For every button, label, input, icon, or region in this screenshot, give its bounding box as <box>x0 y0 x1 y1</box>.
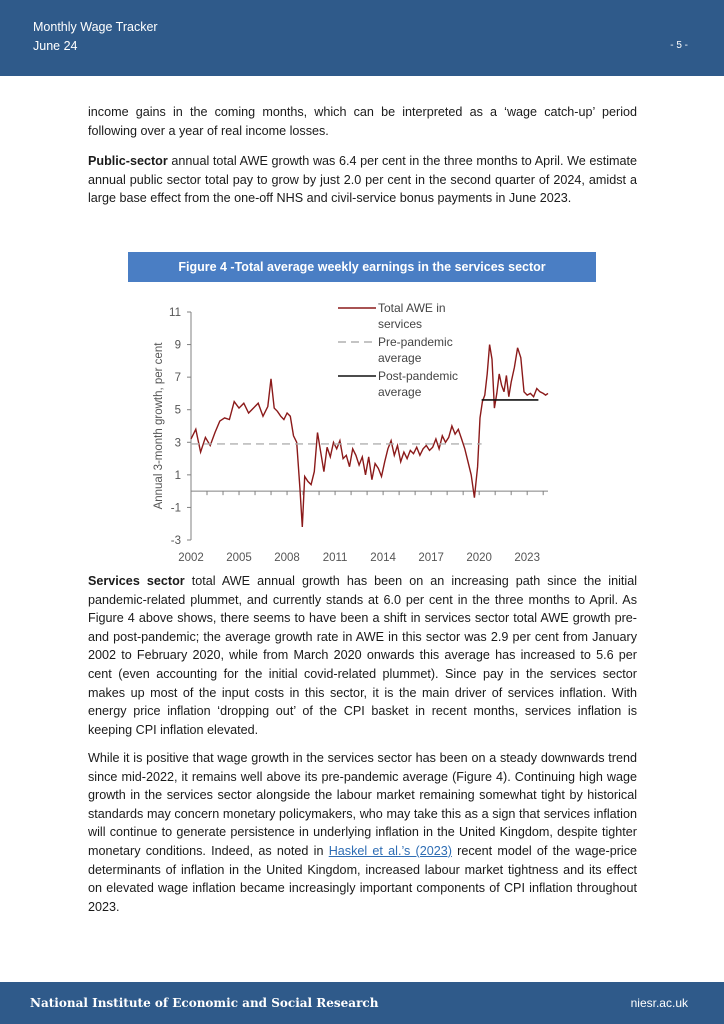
wage-growth-text-a: While it is positive that wage growth in the services sector has been on a steady downwards trend since mid-2022, it remains well above its pre-pandemic average (Figure 4). Continuing high wage growth in the services sector alongside the labour market remaining somewhat tight by historical standards may concern monetary policymakers, who may take this as a sign that services inflation will continue to generate persistence in underlying inflation in the United Kingdom, despite tighter monetary conditions. Indeed, as noted in <box>88 751 637 858</box>
paragraph-services-sector <box>88 572 637 739</box>
page-number: - 5 - <box>670 40 688 51</box>
y-tick-label: 11 <box>169 307 181 319</box>
x-tick-label: 2014 <box>370 552 396 564</box>
y-tick-label: 1 <box>174 469 181 482</box>
paragraph-intro: income gains in the coming months, which can be interpreted as a ‘wage catch-up’ period following over a year of real income losses. <box>88 105 637 138</box>
haskel-citation-link[interactable]: Haskel et al.’s (2023) <box>328 843 452 858</box>
y-tick-label: 7 <box>174 372 181 385</box>
x-tick-label: 2017 <box>418 552 444 564</box>
y-tick-label: 9 <box>174 339 181 352</box>
paragraph-wage-growth <box>88 749 637 916</box>
legend-label: Pre-pandemic average <box>378 335 453 365</box>
series-total-awe-services <box>191 345 548 527</box>
x-tick-label: 2002 <box>178 552 204 564</box>
public-sector-text: annual total AWE growth was 6.4 per cent in the three months to April. We estimate annual public sector total pay to grow by just 2.0 per cent in the second quarter of 2024, amidst a large base effect from the one-off NHS and civil-service bonus payments in June 2023. <box>88 154 637 206</box>
report-title: Monthly Wage Tracker <box>33 20 158 34</box>
x-tick-label: 2011 <box>322 552 348 564</box>
y-tick-label: 3 <box>174 437 181 450</box>
footer-organization: National Institute of Economic and Social Research <box>30 996 379 1010</box>
awe-services-chart <box>140 296 580 570</box>
paragraph-public-sector <box>88 152 637 208</box>
y-axis-label: Annual 3-month growth, per cent <box>153 342 165 510</box>
services-sector-lead: Services sector <box>88 574 185 588</box>
y-tick-label: -3 <box>170 535 181 547</box>
x-tick-label: 2005 <box>226 552 252 564</box>
services-sector-text: total AWE annual growth has been on an increasing path since the initial pandemic-related plummet, and currently stands at 6.0 per cent in the three months to April. As Figure 4 above shows, there seems to have been a shift in services sector total AWE growth pre- and post-pandemic; the average growth rate in AWE in this sector was 2.9 per cent from January 2002 to February 2020, while from March 2020 onwards this average has increased to 5.6 per cent (even accounting for the initial covid-related plummet). Since pay in the services sector makes up most of the input costs in this sector, it is the main driver of services inflation. With energy price inflation ‘dropping out’ of the CPI basket in recent months, services inflation is keeping CPI inflation elevated. <box>88 574 637 737</box>
page-footer <box>0 982 724 1024</box>
legend-label: Total AWE in services <box>378 301 446 331</box>
legend-label: Post-pandemic average <box>378 369 459 399</box>
x-tick-label: 2020 <box>466 552 492 564</box>
y-tick-label: -1 <box>170 502 181 515</box>
report-date: June 24 <box>33 39 78 53</box>
page-header <box>0 0 724 76</box>
wage-growth-text-b: recent model of the wage-price determinants of inflation in the United Kingdom, increased labour market tightness and its effect on elevated wage inflation became increasingly important components of CPI inflation throughout 2023. <box>88 843 637 914</box>
figure-title: Figure 4 -Total average weekly earnings in the services sector <box>128 252 596 282</box>
footer-url[interactable]: niesr.ac.uk <box>630 996 688 1010</box>
x-tick-label: 2023 <box>514 552 540 564</box>
public-sector-lead: Public-sector <box>88 154 168 168</box>
y-tick-label: 5 <box>174 404 181 417</box>
x-tick-label: 2008 <box>274 552 300 564</box>
